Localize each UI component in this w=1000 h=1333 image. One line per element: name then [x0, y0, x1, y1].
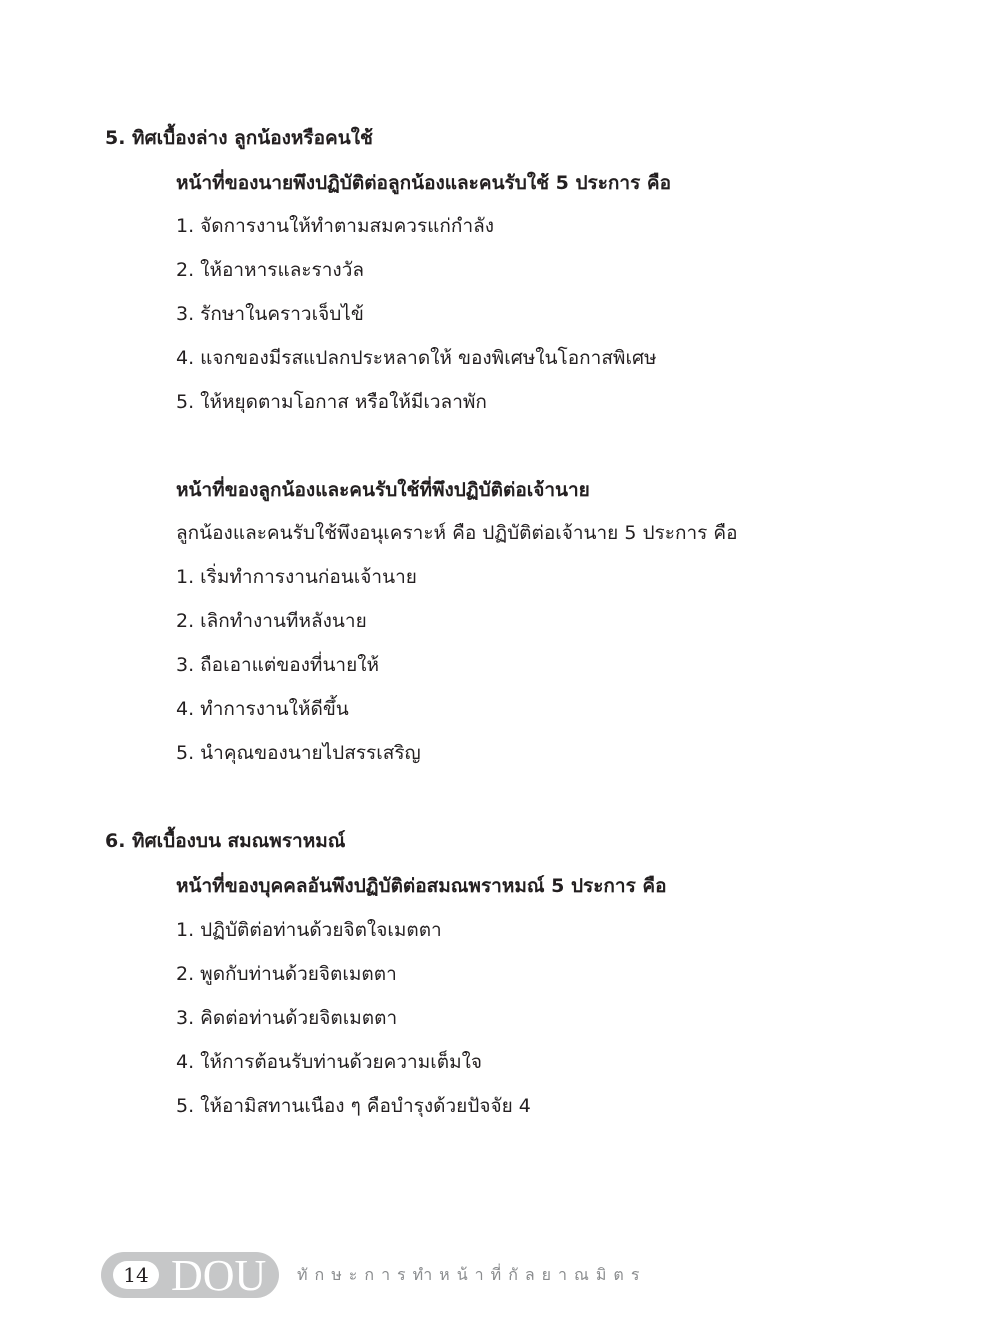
list-item: 3. รักษาในคราวเจ็บไข้: [176, 303, 364, 325]
section-5-heading: 5. ทิศเบื้องล่าง ลูกน้องหรือคนใช้: [105, 127, 373, 149]
list-item: 1. ปฏิบัติต่อท่านด้วยจิตใจเมตตา: [176, 919, 442, 941]
section-5-duties-of-servant-title: หน้าที่ของลูกน้องและคนรับใช้ที่พึงปฏิบัติต่อเจ้านาย: [176, 479, 590, 501]
page-footer: [101, 1252, 646, 1298]
list-item: 4. แจกของมีรสแปลกประหลาดให้ ของพิเศษในโอกาสพิเศษ: [176, 347, 657, 369]
list-item: 3. คิดต่อท่านด้วยจิตเมตตา: [176, 1007, 398, 1029]
book-title: ทักษะการทำหน้าที่กัลยาณมิตร: [297, 1265, 647, 1284]
section-6-heading: 6. ทิศเบื้องบน สมณพราหมณ์: [105, 830, 346, 852]
dou-logo: DOU: [171, 1251, 267, 1300]
footer-badge: [101, 1252, 279, 1298]
list-item: 2. ให้อาหารและรางวัล: [176, 259, 365, 281]
list-item: 5. ให้อามิสทานเนือง ๆ คือบำรุงด้วยปัจจัย 4: [176, 1095, 531, 1117]
list-item: 1. จัดการงานให้ทำตามสมควรแก่กำลัง: [176, 215, 495, 237]
list-item: 4. ทำการงานให้ดีขึ้น: [176, 698, 349, 720]
list-item: 2. พูดกับท่านด้วยจิตเมตตา: [176, 963, 397, 985]
list-item: 5. ให้หยุดตามโอกาส หรือให้มีเวลาพัก: [176, 391, 487, 413]
section-5-servant-intro: ลูกน้องและคนรับใช้พึงอนุเคราะห์ คือ ปฏิบัติต่อเจ้านาย 5 ประการ คือ: [176, 522, 738, 544]
page-number: 14: [113, 1261, 159, 1289]
section-6-duties-title: หน้าที่ของบุคคลอันพึงปฏิบัติต่อสมณพราหมณ์ 5 ประการ คือ: [176, 875, 667, 897]
list-item: 3. ถือเอาแต่ของที่นายให้: [176, 654, 380, 676]
list-item: 5. นำคุณของนายไปสรรเสริญ: [176, 742, 421, 764]
list-item: 2. เลิกทำงานทีหลังนาย: [176, 610, 367, 632]
section-5-duties-of-master-title: หน้าที่ของนายพึงปฏิบัติต่อลูกน้องและคนรับใช้ 5 ประการ คือ: [176, 172, 672, 194]
list-item: 1. เริ่มทำการงานก่อนเจ้านาย: [176, 566, 417, 588]
list-item: 4. ให้การต้อนรับท่านด้วยความเต็มใจ: [176, 1051, 483, 1073]
